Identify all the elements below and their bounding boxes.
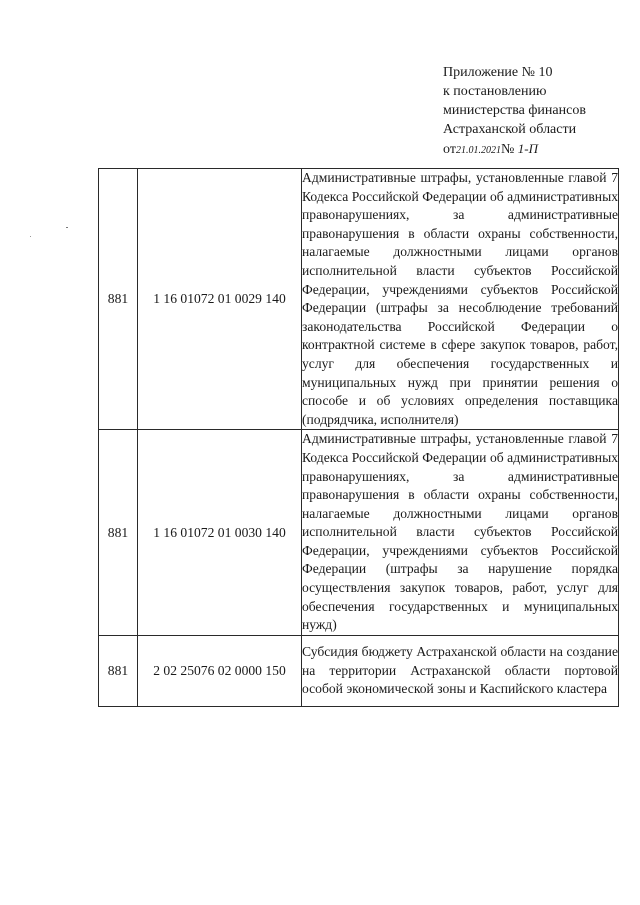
handwritten-number: 1-П <box>517 141 539 156</box>
kbk-code-cell: 1 16 01072 01 0029 140 <box>138 169 302 430</box>
table-row <box>99 635 619 706</box>
kbk-code-cell: 1 16 01072 01 0030 140 <box>138 430 302 636</box>
appendix-number: Приложение № 10 <box>443 65 553 80</box>
admin-code-cell: 881 <box>99 635 138 706</box>
handwritten-date: 21.01.2021 <box>455 145 501 156</box>
table-row <box>99 169 619 430</box>
description-cell: Административные штрафы, установленные главой 7 Кодекса Российской Федерации об административных правонарушениях, за административные правонарушения в области охраны собственности, налагаемые должностными лицами органов исполнительной власти субъектов Российской Федерации, учреждениями субъектов Российской Федерации (штрафы за нарушение порядка осуществления закупок товаров, работ, услуг для обеспечения государственных и муниципальных нужд) <box>302 430 619 636</box>
appendix-date-line <box>443 139 586 160</box>
table-row <box>99 430 619 636</box>
admin-code-cell: 881 <box>99 169 138 430</box>
description-cell: Субсидия бюджету Астраханской области на создание на территории Астраханской области портовой особой экономической зоны и Каспийского кластера <box>302 635 619 706</box>
scan-speck <box>66 227 68 228</box>
appendix-region-line: Астраханской области <box>443 122 577 137</box>
scan-speck <box>30 236 31 237</box>
date-prefix: от <box>443 142 456 157</box>
appendix-ref-line: к постановлению <box>443 84 547 99</box>
number-prefix: № <box>500 142 515 157</box>
appendix-header <box>443 63 586 160</box>
revenue-codes-table <box>98 168 619 707</box>
admin-code-cell: 881 <box>99 430 138 636</box>
appendix-ministry-line: министерства финансов <box>443 103 586 118</box>
description-cell: Административные штрафы, установленные главой 7 Кодекса Российской Федерации об административных правонарушениях, за административные правонарушения в области охраны собственности, налагаемые должностными лицами органов исполнительной власти субъектов Российской Федерации, учреждениями субъектов Российской Федерации (штрафы за несоблюдение требований законодательства Российской Федерации о контрактной системе в сфере закупок товаров, работ, услуг для обеспечения государственных и муниципальных нужд при принятии решения о способе и об условиях определения поставщика (подрядчика, исполнителя) <box>302 169 619 430</box>
kbk-code-cell: 2 02 25076 02 0000 150 <box>138 635 302 706</box>
